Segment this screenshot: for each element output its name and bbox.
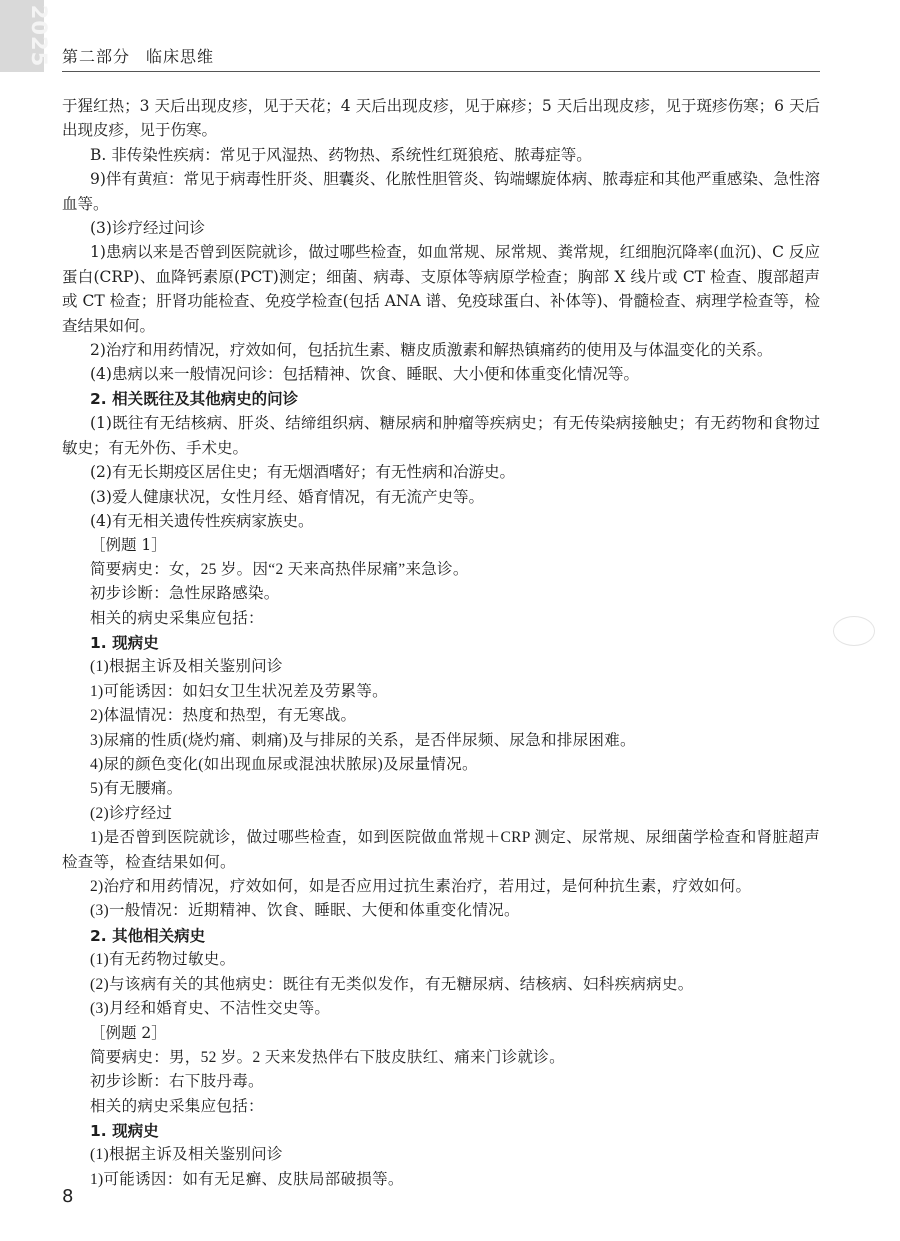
paragraph: 1)可能诱因：如有无足癣、皮肤局部破损等。 (90, 1170, 404, 1188)
paragraph: (4)有无相关遗传性疾病家族史。 (90, 511, 314, 530)
part-label: 第二部分 (62, 47, 131, 66)
paragraph: (4)患病以来一般情况问诊：包括精神、饮食、睡眠、大小便和体重变化情况等。 (90, 365, 639, 384)
paragraph: (2)有无长期疫区居住史；有无烟酒嗜好；有无性病和冶游史。 (90, 463, 515, 482)
paragraph: (2)诊疗经过 (90, 804, 173, 822)
paragraph: 于猩红热；3 天后出现皮疹，见于天花；4 天后出现皮疹，见于麻疹；5 天后出现皮疹，见于斑疹伤寒；6 天后出现皮疹，见于伤寒。 (62, 97, 820, 140)
paragraph: ［例题 1］ (90, 536, 167, 555)
paragraph: (1)根据主诉及相关鉴别问诊 (90, 1146, 283, 1164)
watermark-seal (833, 616, 875, 646)
header-rule (62, 71, 820, 72)
paragraph: 2)体温情况：热度和热型，有无寒战。 (90, 707, 357, 725)
paragraph: 2)治疗和用药情况，疗效如何，如是否应用过抗生素治疗，若用过，是何种抗生素，疗效如何。 (90, 878, 752, 895)
page-body (62, 94, 820, 1192)
paragraph: 简要病史：男，52 岁。2 天来发热伴右下肢皮肤红、痛来门诊就诊。 (90, 1048, 565, 1066)
section-heading: 2. 相关既往及其他病史的问诊 (90, 389, 299, 408)
paragraph: 2)治疗和用药情况，疗效如何，包括抗生素、糖皮质激素和解热镇痛药的使用及与体温变化的关系。 (90, 341, 773, 360)
paragraph: 1)是否曾到医院就诊，做过哪些检查，如到医院做血常规＋CRP 测定、尿常规、尿细菌学检查和肾脏超声检查等，检查结果如何。 (62, 829, 820, 871)
page-number: 8 (62, 1186, 74, 1207)
year-label: 2025 (27, 4, 52, 68)
paragraph: 初步诊断：右下肢丹毒。 (90, 1073, 264, 1091)
paragraph: (3)爱人健康状况，女性月经、婚育情况，有无流产史等。 (90, 487, 484, 506)
paragraph: (3)诊疗经过问诊 (90, 219, 205, 238)
section-heading: 1. 现病史 (90, 1122, 159, 1141)
paragraph: (1)有无药物过敏史。 (90, 951, 236, 969)
paragraph: (3)一般情况：近期精神、饮食、睡眠、大便和体重变化情况。 (90, 902, 520, 920)
paragraph: ［例题 2］ (90, 1024, 167, 1043)
running-head (62, 44, 214, 67)
paragraph: (3)月经和婚育史、不洁性交史等。 (90, 1000, 331, 1018)
paragraph: B. 非传染性疾病：常见于风湿热、药物热、系统性红斑狼疮、脓毒症等。 (90, 145, 592, 164)
paragraph: 4)尿的颜色变化(如出现血尿或混浊状脓尿)及尿量情况。 (90, 755, 478, 773)
section-heading: 2. 其他相关病史 (90, 926, 206, 945)
section-heading: 1. 现病史 (90, 633, 159, 652)
paragraph: 相关的病史采集应包括： (90, 609, 264, 627)
year-tab (0, 0, 52, 72)
paragraph: 初步诊断：急性尿路感染。 (90, 585, 280, 603)
paragraph: 简要病史：女，25 岁。因“2 天来高热伴尿痛”来急诊。 (90, 560, 469, 578)
paragraph: 1)患病以来是否曾到医院就诊，做过哪些检查，如血常规、尿常规、粪常规，红细胞沉降率(血沉)、C 反应蛋白(CRP)、血降钙素原(PCT)测定；细菌、病毒、支原体等病原学检查；胸部 X 线片或 CT 检查、腹部超声或 CT 检查；肝肾功能检查、免疫学检查(包括 ANA 谱、免疫球蛋白、补体等)、骨髓检查、病理学检查等，检查结果如何。 (62, 243, 820, 335)
paragraph: (1)既往有无结核病、肝炎、结缔组织病、糖尿病和肿瘤等疾病史；有无传染病接触史；有无药物和食物过敏史；有无外伤、手术史。 (62, 414, 820, 457)
paragraph: (2)与该病有关的其他病史：既往有无类似发作，有无糖尿病、结核病、妇科疾病病史。 (90, 975, 694, 993)
paragraph: 1)可能诱因：如妇女卫生状况差及劳累等。 (90, 682, 388, 700)
paragraph: 相关的病史采集应包括： (90, 1097, 264, 1115)
paragraph: 9)伴有黄疸：常见于病毒性肝炎、胆囊炎、化脓性胆管炎、钩端螺旋体病、脓毒症和其他严重感染、急性溶血等。 (62, 170, 820, 213)
section-title: 临床思维 (146, 47, 215, 66)
paragraph: 3)尿痛的性质(烧灼痛、刺痛)及与排尿的关系，是否伴尿频、尿急和排尿困难。 (90, 731, 636, 749)
paragraph: 5)有无腰痛。 (90, 780, 183, 798)
paragraph: (1)根据主诉及相关鉴别问诊 (90, 658, 283, 676)
